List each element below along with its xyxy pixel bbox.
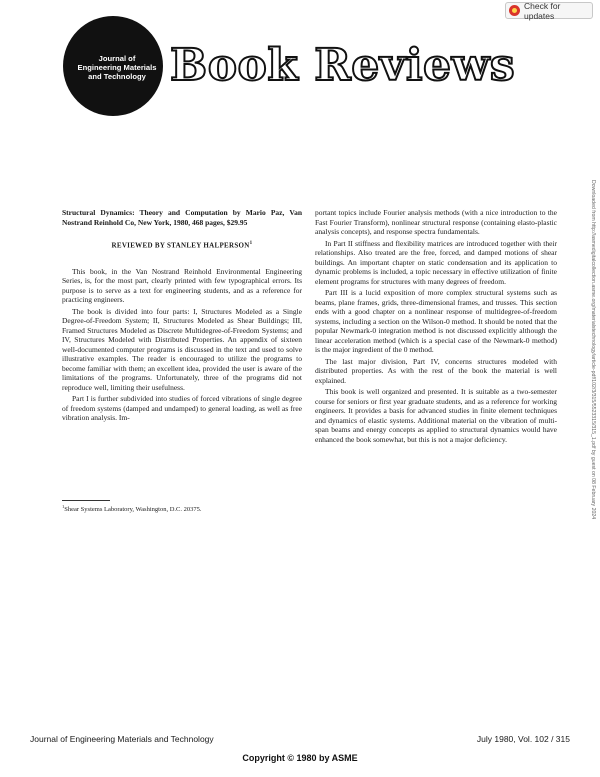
logo-line-2: Engineering Materials [77,63,157,72]
logo-line-3: and Technology [88,72,146,81]
reviewer-name: REVIEWED BY STANLEY HALPERSON [111,241,250,250]
journal-logo [63,16,163,116]
footnote-mark: 1 [62,504,65,509]
check-for-updates-button[interactable] [505,2,593,19]
reviewer-line [62,239,302,251]
check-for-updates-label: Check for updates [524,0,561,21]
journal-logo-text [63,54,163,81]
book-citation: Structural Dynamics: Theory and Computation by Mario Paz, Van Nostrand Reinhold Co, New York, 1980, 468 pages, $29.95 [62,208,302,227]
paragraph: Part III is a lucid exposition of more complex structural systems such as beams, plane frames, grids, three-dimensional frames, and trusses. This section ends with a good chapter on a nonlinear response of multidegree-of-freedom systems, including a section on the Wilson-0 method. It should be noted that the popular Newmark-0 integration method is not discussed explicitly although the linear acceleration method (which is a special case of the Newmark-0 method) is the major ingredient of the 0 method. [315,288,557,354]
paragraph: The book is divided into four parts: I, Structures Modeled as a Single Degree-of-Freedom System; II, Structures Modeled as Shear Buildings; III, Framed Structures Modeled as Discrete Multidegree-of-Freedom Systems; and IV, Structures Modeled with Distributed Properties. An appendix of sixteen well-documented computer programs is discussed in the text and used to solve illustrative examples. The reader is encouraged to utilize the programs to become familiar with them; an excellent idea, provided the user is aware of the limitations of the programs. Unfortunately, three of the programs did not reproduce well, limiting their usefulness. [62,306,302,392]
reviewer-footnote-mark: 1 [249,241,253,246]
download-side-note: Downloaded from http://asmedigitalcollection.asme.org/materialstechnology/article-pdf/102/3/315/5523315/315_1.pdf by guest on 08 February 2024 [590,180,596,520]
paragraph: The last major division, Part IV, concerns structures modeled with distributed properties. As with the rest of the book the material is well explained. [315,356,557,385]
left-column [62,208,302,425]
paragraph: This book is well organized and presented. It is suitable as a two-semester course for seniors or first year graduate students, and as a reference for working engineers. It provides a basis for advanced studies in finite element techniques and dynamics of elastic systems. Additional material on the vibration of multi-span beams and energy concepts as applied to structural dynamics would have enhanced the book somewhat, but this is not a major deficiency. [315,387,557,444]
page-title: Book Reviews [170,40,516,91]
paragraph: portant topics include Fourier analysis methods (with a nice introduction to the Fast Fourier Transform), nonlinear structural response (containing elasto-plastic analysis concepts), and response spectra fundamentals. [315,208,557,236]
logo-line-1: Journal of [98,54,136,63]
paragraph: In Part II stiffness and flexibility matrices are introduced together with their relationships. Also treated are the free, forced, and damped motions of shear buildings. An important chapter on static condensation and its application to dynamic problems is included, a topic necessary in effective utilization of finite element programs for structures with many degrees of freedom. [315,238,557,286]
paragraph: This book, in the Van Nostrand Reinhold Environmental Engineering Series, is, for the most part, clearly printed with few typographical errors. Its purpose is to serve as a text for engineering students, and as a reference for practicing engineers. [62,266,302,305]
footnote-divider [62,500,110,501]
crossmark-icon [509,5,520,16]
copyright-notice: Copyright © 1980 by ASME [242,753,358,763]
footer-issue-info: July 1980, Vol. 102 / 315 [476,734,570,744]
footnote-text: Shear Systems Laboratory, Washington, D.C. 20375. [64,506,202,514]
right-column [315,208,557,446]
footer-journal-name: Journal of Engineering Materials and Technology [30,734,214,744]
paragraph: Part I is further subdivided into studies of forced vibrations of single degree of freedom systems (damped and undamped) to general loading, as well as free vibration analysis. Im- [62,394,302,423]
footnote [62,504,201,513]
